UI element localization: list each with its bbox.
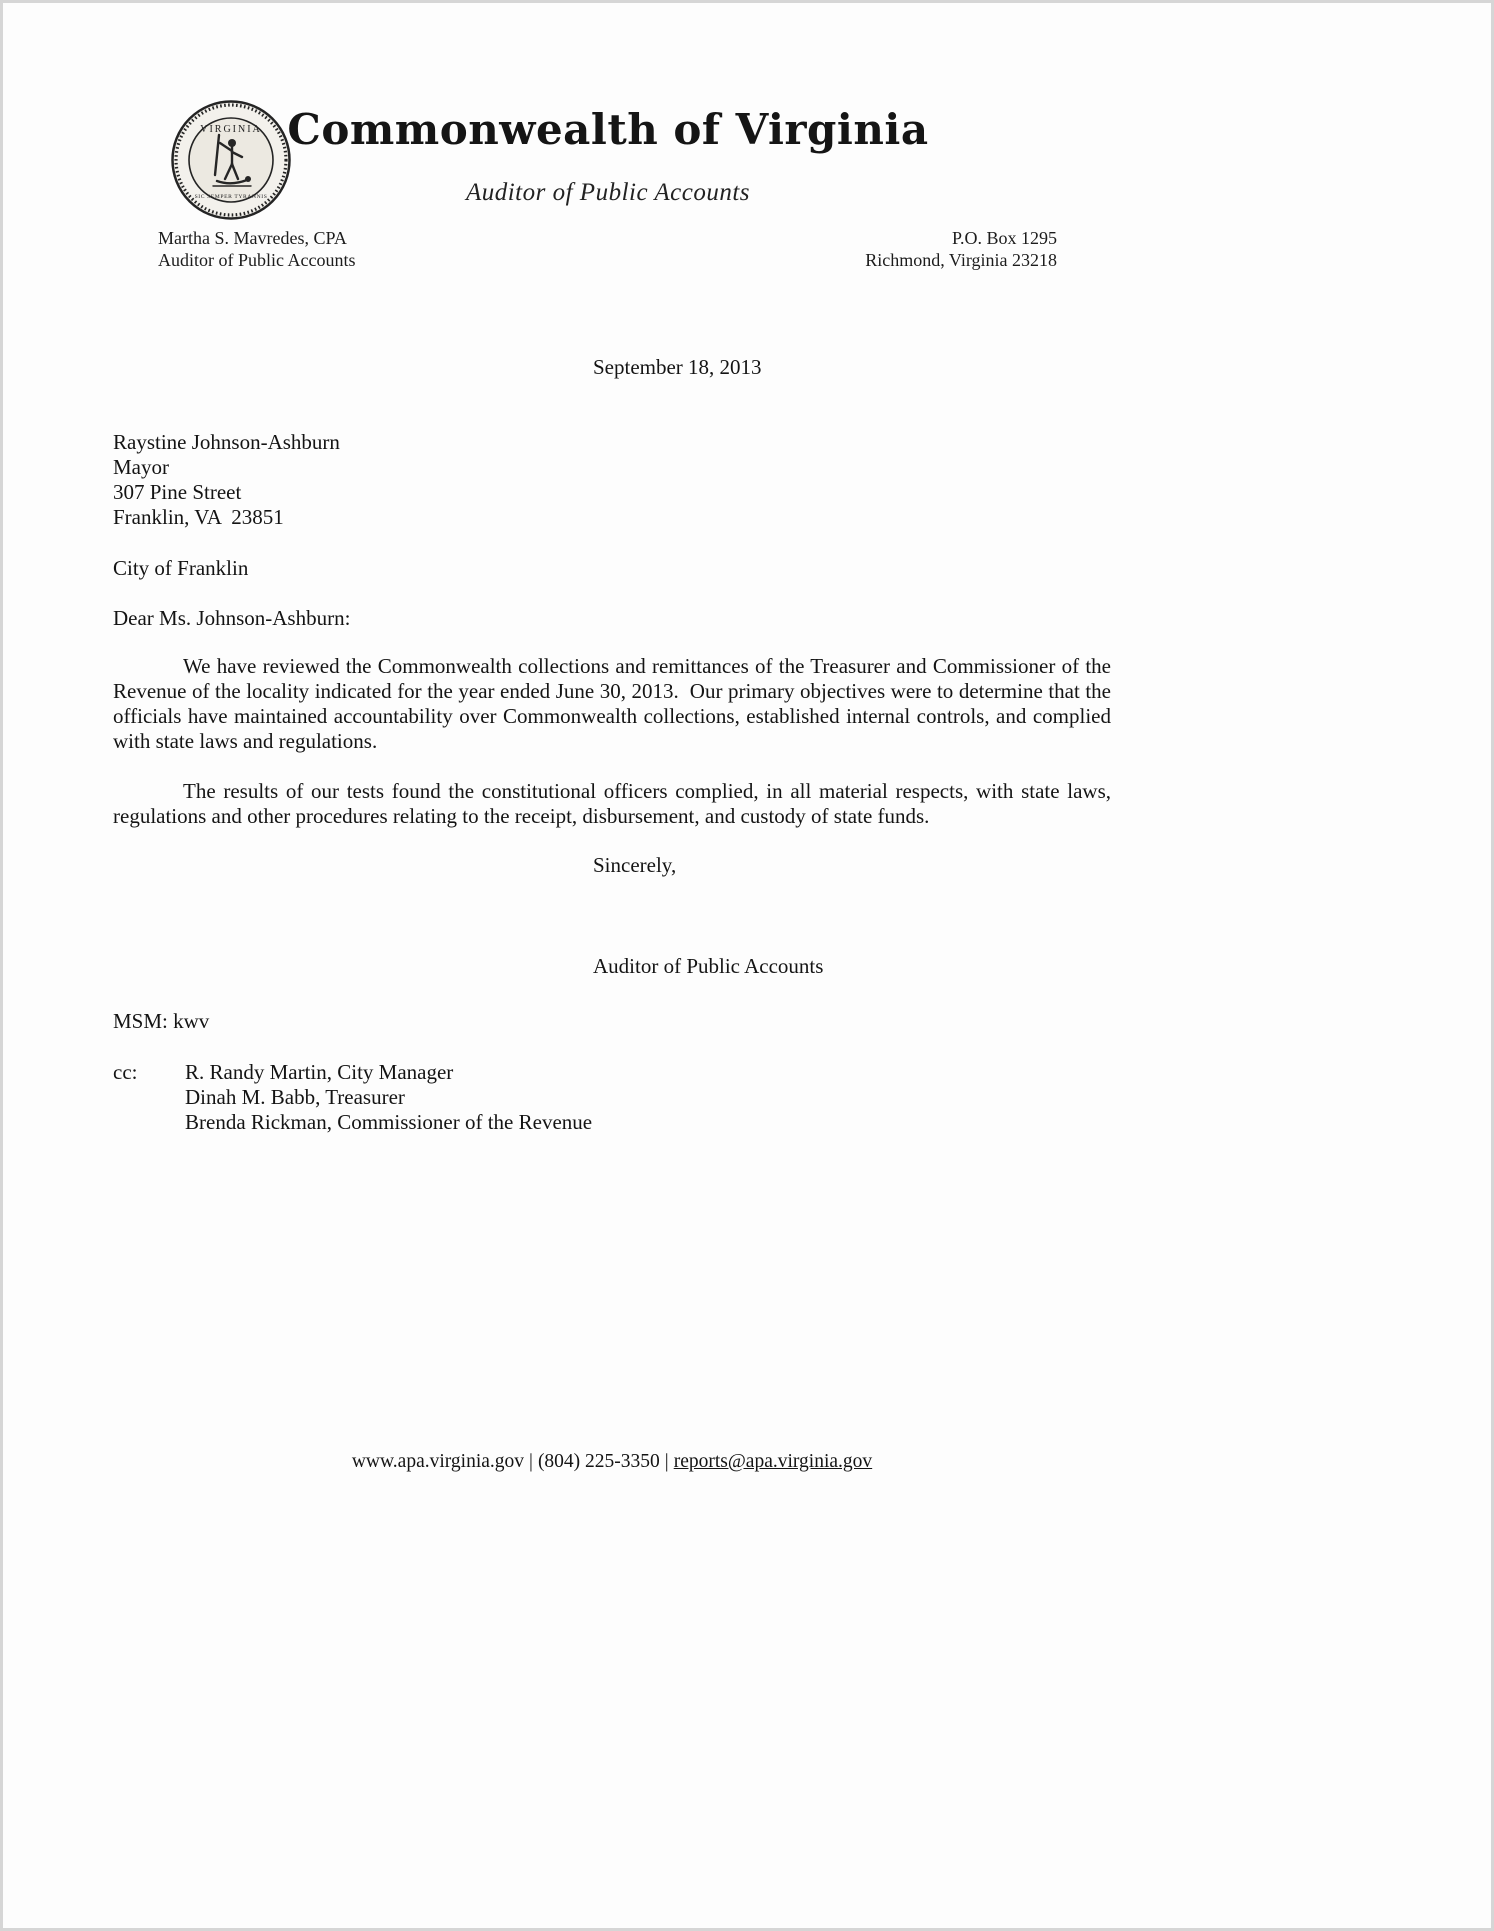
seal-text-bottom: SIC SEMPER TYRANNIS xyxy=(194,194,268,200)
cc-label: cc: xyxy=(113,1060,138,1084)
recipient-city-state-zip: Franklin, VA 23851 xyxy=(113,505,284,529)
seal-text-top: VIRGINIA xyxy=(200,124,262,135)
footer-email-link[interactable]: reports@apa.virginia.gov xyxy=(673,1451,873,1472)
letterhead-subtitle: Auditor of Public Accounts xyxy=(465,179,751,206)
recipient-address-block xyxy=(113,430,1111,530)
footer-separator: | xyxy=(664,1451,669,1472)
recipient-name: Raystine Johnson-Ashburn xyxy=(113,430,340,454)
body-paragraph-1: We have reviewed the Commonwealth collections and remittances of the Treasurer and Commissioner of the Revenue of the locality indicated for the year ended June 30, 2013. Our primary objectives were to determine that the officials have maintained accountability over Commonwealth collections, established internal controls, and complied with state laws and regulations. xyxy=(113,654,1117,753)
cc-list xyxy=(185,1060,592,1135)
office-address-block xyxy=(865,227,1057,271)
letterhead-title: Commonwealth of Virginia xyxy=(287,105,929,154)
cc-item: R. Randy Martin, City Manager xyxy=(185,1060,454,1084)
letter-body xyxy=(113,355,1117,1135)
body-paragraph-2: The results of our tests found the constitutional officers complied, in all material respects, with state laws, regulations and other procedures relating to the receipt, disbursement, and custody of state funds. xyxy=(113,779,1117,828)
recipient-title: Mayor xyxy=(113,455,169,479)
footer-separator: | xyxy=(529,1451,533,1472)
letter-date: September 18, 2013 xyxy=(593,355,762,379)
signature-title: Auditor of Public Accounts xyxy=(593,954,824,978)
recipient-street: 307 Pine Street xyxy=(113,480,242,504)
city-state-zip-line: Richmond, Virginia 23218 xyxy=(865,250,1057,270)
letterhead xyxy=(3,3,1491,303)
footer-website: www.apa.virginia.gov xyxy=(351,1451,525,1472)
auditor-title: Auditor of Public Accounts xyxy=(158,250,356,270)
footer-phone: (804) 225-3350 xyxy=(537,1451,660,1472)
cc-block xyxy=(113,1060,1111,1135)
salutation: Dear Ms. Johnson-Ashburn: xyxy=(113,606,351,630)
footer xyxy=(113,1451,1111,1473)
auditor-identity-block xyxy=(158,227,355,271)
auditor-name: Martha S. Mavredes, CPA xyxy=(158,228,347,248)
locality-line: City of Franklin xyxy=(113,556,249,580)
po-box-line: P.O. Box 1295 xyxy=(951,228,1057,248)
cc-item: Brenda Rickman, Commissioner of the Revenue xyxy=(185,1110,593,1134)
reference-initials: MSM: kwv xyxy=(113,1009,210,1033)
cc-item: Dinah M. Babb, Treasurer xyxy=(185,1085,405,1109)
closing: Sincerely, xyxy=(593,853,677,877)
